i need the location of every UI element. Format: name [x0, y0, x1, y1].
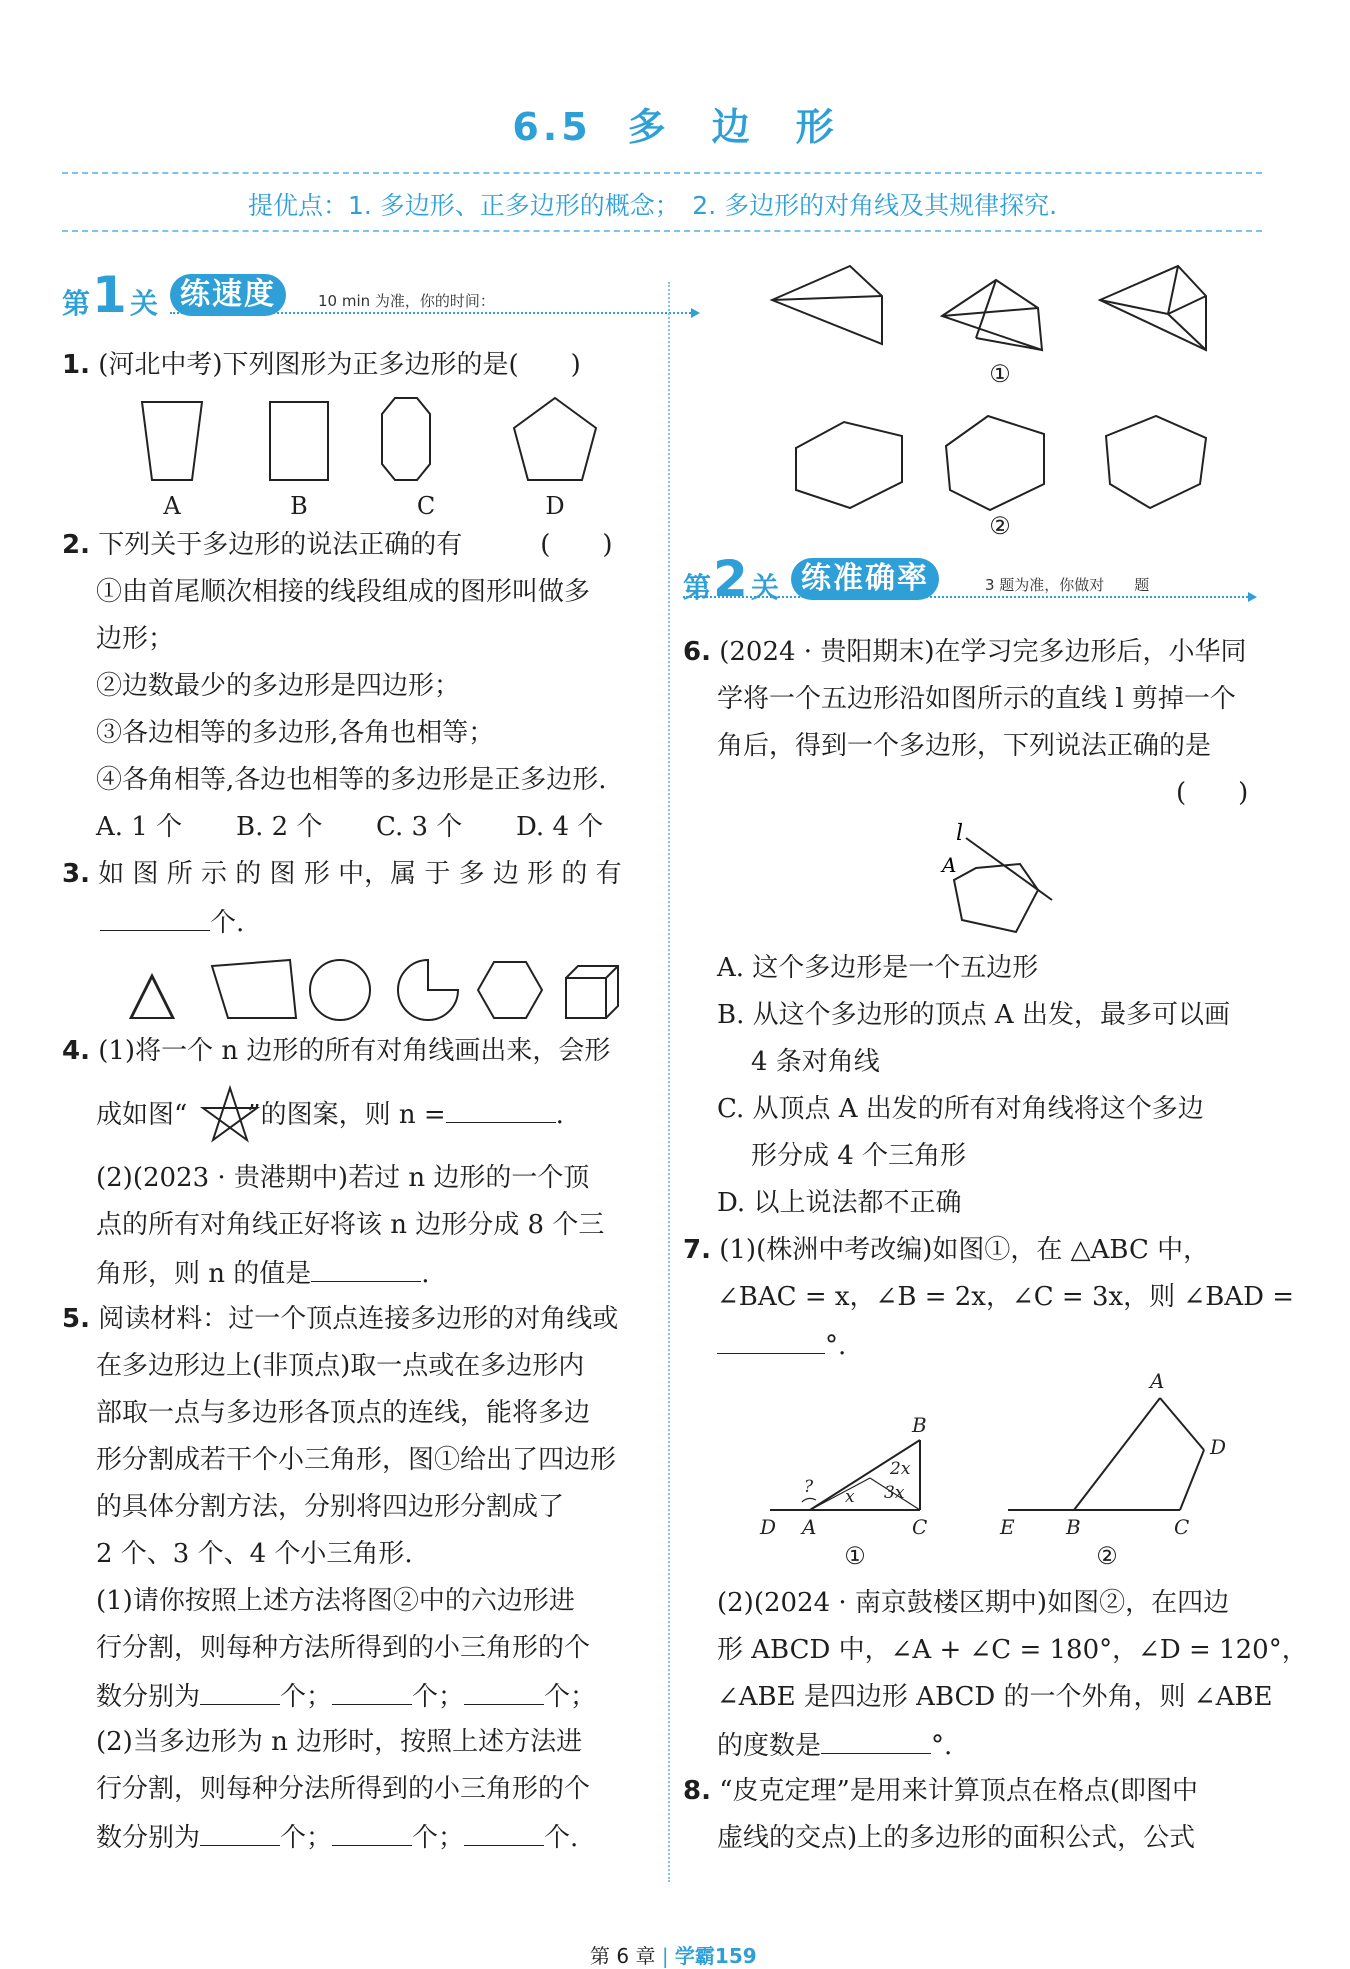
question-text: 如 图 所 示 的 图 形 中，属 于 多 边 形 的 有 [98, 859, 622, 889]
unit-text: °. [931, 1731, 953, 1761]
answer-blank[interactable] [332, 1680, 412, 1705]
question-text: 阅读材料：过一个顶点连接多边形的对角线或 [98, 1304, 619, 1334]
angle-label: 3x [884, 1483, 905, 1503]
option: C. 从顶点 A 出发的所有对角线将这个多边 [717, 1094, 1204, 1124]
question-number: 2. [62, 530, 90, 560]
question-4-line5: 角形，则 n 的值是 . [96, 1259, 430, 1289]
statement: 边形； [96, 624, 175, 654]
question-text: 数分别为 [96, 1823, 201, 1853]
question-3 [62, 859, 622, 889]
question-1 [62, 350, 581, 380]
vertex-label: D [760, 1515, 777, 1539]
q5-figure-1 [770, 262, 1220, 362]
option: C. 3 个 [376, 812, 463, 842]
question-7 [683, 1235, 1209, 1265]
cube-shape [566, 966, 618, 1018]
page-footer: 第 6 章 | 学霸159 [590, 1944, 757, 1968]
question-text: 下列关于多边形的说法正确的有 ( ) [98, 530, 613, 560]
rectangle-shape [270, 402, 328, 480]
question-text: 点的所有对角线正好将该 n 边形分成 8 个三 [96, 1210, 605, 1240]
answer-bracket[interactable]: ( ) [1176, 778, 1249, 808]
circle-shape [310, 960, 370, 1020]
question-text: 行分割，则每种方法所得到的小三角形的个 [96, 1633, 591, 1663]
question-text: 形分割成若干个小三角形，图①给出了四边形 [96, 1445, 617, 1475]
page-number: 159 [714, 1944, 757, 1968]
level-badge: 练准确率 [791, 558, 939, 600]
answer-blank[interactable] [821, 1729, 931, 1754]
question-text: (2024 · 贵阳期末)在学习完多边形后，小华同 [719, 637, 1247, 667]
answer-blank[interactable] [200, 1821, 280, 1846]
question-text: (河北中考)下列图形为正多边形的是( ) [98, 350, 581, 380]
question-text: 角后，得到一个多边形，下列说法正确的是 [717, 731, 1212, 761]
option: A. 这个多边形是一个五边形 [717, 953, 1039, 983]
question-text: 个. [210, 908, 245, 938]
question-number: 8. [683, 1776, 711, 1806]
statement: ④各角相等,各边也相等的多边形是正多边形. [96, 765, 607, 795]
answer-blank[interactable] [332, 1821, 412, 1846]
quadrilateral-shape [212, 960, 296, 1018]
question-text: 虚线的交点)上的多边形的面积公式，公式 [717, 1823, 1196, 1853]
q7-p1-answer [717, 1329, 846, 1361]
q3-shapes [130, 956, 620, 1026]
answer-blank[interactable] [464, 1821, 544, 1846]
question-6 [683, 637, 1246, 667]
question-text: 的度数是 [717, 1731, 822, 1761]
answer-blank[interactable] [464, 1680, 544, 1705]
question-text: 行分割，则每种分法所得到的小三角形的个 [96, 1774, 591, 1804]
q5-p1-answers [96, 1680, 596, 1712]
q7-figures [750, 1370, 1270, 1540]
question-text: 学将一个五边形沿如图所示的直线 l 剪掉一个 [717, 684, 1236, 714]
question-text: (2)(2024 · 南京鼓楼区期中)如图②，在四边 [717, 1588, 1230, 1618]
question-8 [683, 1776, 1198, 1806]
vertex-label: D [1210, 1435, 1227, 1459]
question-number: 6. [683, 637, 711, 667]
answer-blank[interactable] [717, 1329, 825, 1354]
answer-blank[interactable] [311, 1257, 421, 1282]
vertex-label: B [1066, 1515, 1081, 1539]
vertex-label: A [802, 1515, 817, 1539]
statement: ①由首尾顺次相接的线段组成的图形叫做多 [96, 577, 591, 607]
figure-caption: ① [989, 360, 1011, 388]
q2-options [96, 812, 603, 842]
question-text: 部取一点与多边形各顶点的连线，能将多边 [96, 1398, 591, 1428]
question-text: 的具体分割方法，分别将四边形分割成了 [96, 1492, 565, 1522]
unit-text: 个. [544, 1823, 579, 1853]
trapezoid-shape [142, 402, 202, 480]
level-hint: 3 题为准，你做对 题 [985, 576, 1150, 594]
option-label: A [163, 492, 181, 520]
option: A. 1 个 [96, 812, 183, 842]
question-text: 2 个、3 个、4 个小三角形. [96, 1539, 413, 1569]
option: B. 2 个 [236, 812, 323, 842]
question-number: 4. [62, 1036, 90, 1066]
answer-blank[interactable] [200, 1680, 280, 1705]
brand-label: 学霸 [674, 1944, 715, 1968]
level-di: 第 [683, 571, 712, 604]
angle-label: x [845, 1487, 855, 1507]
level-number: 1 [92, 266, 127, 324]
option: 4 条对角线 [751, 1047, 880, 1077]
q5-figure-2 [790, 410, 1210, 510]
vertex-label: C [1174, 1515, 1190, 1539]
q6-figure [936, 821, 1056, 944]
option-label: C [416, 492, 436, 520]
question-4 [62, 1036, 610, 1066]
star-icon [200, 1086, 260, 1144]
question-text: 数分别为 [96, 1682, 201, 1712]
statement: ③各边相等的多边形,各角也相等； [96, 718, 495, 748]
section-number: 6.5 [512, 105, 592, 149]
question-text: 形 ABCD 中，∠A + ∠C = 180°，∠D = 120°， [717, 1635, 1308, 1665]
option: 形分成 4 个三角形 [751, 1141, 967, 1171]
unit-text: 个； [280, 1682, 333, 1712]
question-number: 1. [62, 350, 90, 380]
arrow-icon [170, 312, 698, 314]
question-text: (2)当多边形为 n 边形时，按照上述方法进 [96, 1727, 583, 1757]
vertex-label: A [942, 853, 957, 877]
figure-caption: ② [989, 512, 1011, 540]
triangle-shape [131, 976, 173, 1018]
key-points: 提优点：1. 多边形、正多边形的概念； 2. 多边形的对角线及其规律探究. [248, 191, 1058, 220]
question-number: 3. [62, 859, 90, 889]
section-title [0, 96, 1350, 151]
angle-label: ? [804, 1477, 814, 1497]
level-guan: 关 [751, 571, 780, 604]
vertex-label: E [1000, 1515, 1015, 1539]
unit-text: 个； [544, 1682, 597, 1712]
question-text: “皮克定理”是用来计算顶点在格点(即图中 [719, 1776, 1198, 1806]
unit-text: 个； [280, 1823, 333, 1853]
level-number: 2 [713, 550, 748, 608]
question-text: ∠BAC = x，∠B = 2x，∠C = 3x，则 ∠BAD = [717, 1282, 1294, 1312]
question-number: 5. [62, 1304, 90, 1334]
question-text: ”的图案，则 n = [247, 1100, 446, 1130]
arrow-icon [683, 596, 1255, 598]
unit-text: 个； [412, 1682, 465, 1712]
question-2 [62, 530, 613, 560]
level-hint: 10 min 为准，你的时间： [318, 292, 495, 310]
vertex-label: C [912, 1515, 928, 1539]
unit-text: °. [825, 1331, 847, 1361]
level-badge: 练速度 [170, 274, 286, 316]
level1-header [62, 266, 642, 324]
question-text: (1)(株洲中考改编)如图①，在 △ABC 中， [719, 1235, 1210, 1265]
question-text: (1)将一个 n 边形的所有对角线画出来，会形 [98, 1036, 611, 1066]
question-text: (1)请你按照上述方法将图②中的六边形进 [96, 1586, 575, 1616]
line-label: l [956, 821, 964, 846]
q1-shapes [130, 392, 610, 492]
question-text: (2)(2023 · 贵港期中)若过 n 边形的一个顶 [96, 1163, 590, 1193]
column-divider [668, 282, 670, 1882]
chapter-label: 第 6 章 [590, 1944, 656, 1968]
angle-label: 2x [890, 1459, 911, 1479]
question-number: 7. [683, 1235, 711, 1265]
answer-blank[interactable] [446, 1098, 556, 1123]
option: B. 从这个多边形的顶点 A 出发，最多可以画 [717, 1000, 1230, 1030]
section-name: 多 边 形 [627, 105, 838, 149]
option-label: D [545, 492, 565, 520]
statement: ②边数最少的多边形是四边形； [96, 671, 461, 701]
level-di: 第 [62, 287, 91, 320]
level-guan: 关 [130, 287, 159, 320]
option-label: B [290, 492, 308, 520]
question-text: ∠ABE 是四边形 ABCD 的一个外角，则 ∠ABE [717, 1682, 1273, 1712]
question-text: 成如图“ [96, 1100, 188, 1130]
divider-bottom [62, 230, 1262, 232]
question-4-line2: 成如图“ ”的图案，则 n = . [96, 1100, 564, 1130]
figure-caption: ① [844, 1542, 866, 1570]
option: D. 以上说法都不正确 [717, 1188, 962, 1218]
answer-blank[interactable] [100, 906, 210, 931]
octagon-shape [382, 398, 430, 480]
vertex-label: A [1150, 1369, 1165, 1393]
question-5 [62, 1304, 618, 1334]
unit-text: 个； [412, 1823, 465, 1853]
hexagon-shape [478, 962, 542, 1018]
question-3-line2 [100, 906, 244, 938]
figure-caption: ② [1096, 1542, 1118, 1570]
question-text: 在多边形边上(非顶点)取一点或在多边形内 [96, 1351, 585, 1381]
question-text: 角形，则 n 的值是 [96, 1259, 312, 1289]
q5-p2-answers [96, 1821, 578, 1853]
pentagon-shape [514, 398, 596, 480]
divider-top [62, 172, 1262, 174]
q7-p2-answer [717, 1729, 952, 1761]
level2-header [683, 550, 1263, 608]
sector-shape [398, 960, 458, 1020]
option: D. 4 个 [516, 812, 604, 842]
vertex-label: B [912, 1413, 927, 1437]
